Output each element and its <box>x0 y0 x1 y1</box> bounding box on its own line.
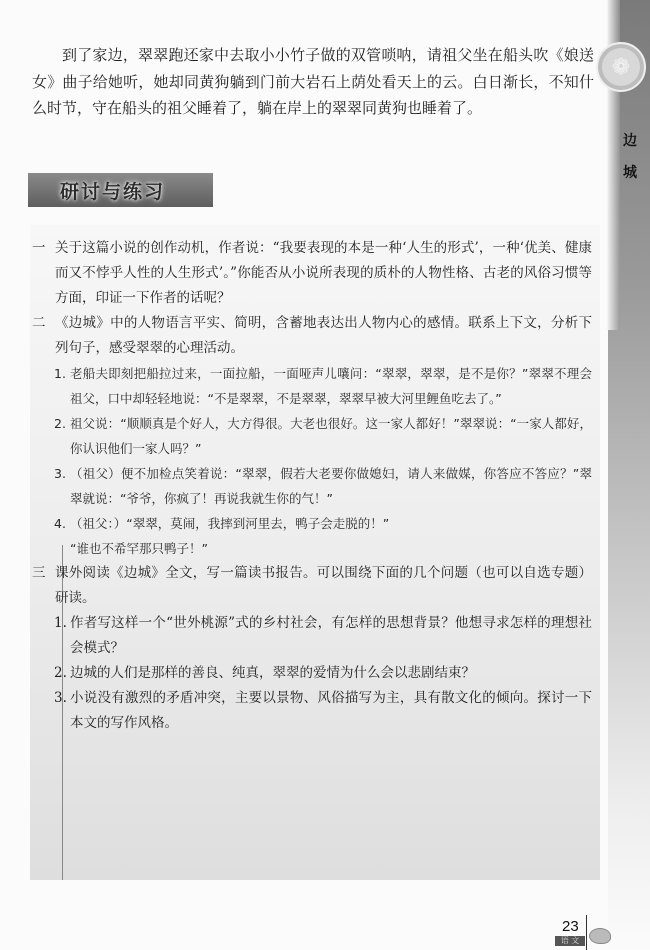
closing-paragraph: 到了家边，翠翠跑还家中去取小小竹子做的双管唢呐，请祖父坐在船头吹《娘送女》曲子给她听，她却同黄狗躺到门前大岩石上荫处看天上的云。白日渐长，不知什么时节，守在船头的祖父睡着了，躺在岸上的翠翠同黄狗也睡着了。 <box>32 46 594 117</box>
subitem-number: 2. <box>54 665 67 681</box>
exercise-subitem <box>32 611 592 661</box>
exercise-subitem <box>32 361 592 411</box>
exercise-item <box>32 311 592 361</box>
side-title-char: 城 <box>623 165 637 181</box>
subitem-text: 老船夫即刻把船拉过来，一面拉船，一面哑声儿嚷问：“翠翠，翠翠，是不是你？”翠翠不理会祖父，口中却轻轻地说：“不是翠翠，不是翠翠，翠翠早被大河里鲤鱼吃去了。” <box>70 366 592 406</box>
subitem-number: 3. <box>54 690 67 706</box>
subitem-text: （祖父）便不加检点笑着说：“翠翠，假若大老要你做媳妇，请人来做媒，你答应不答应？”翠翠就说：“爷爷，你疯了！再说我就生你的气！” <box>70 466 592 506</box>
subitem-number: 1. <box>54 366 66 381</box>
exercise-list <box>32 236 592 736</box>
subitem-continuation: “谁也不希罕那只鸭子！” <box>70 541 208 556</box>
exercise-number: 三 <box>32 565 46 581</box>
side-chapter-title <box>620 125 640 189</box>
subitem-text: 祖父说：“顺顺真是个好人，大方得很。大老也很好。这一家人都好！”翠翠说：“一家人都好，你认识他们一家人吗？” <box>70 416 592 456</box>
subitem-number: 1. <box>54 615 67 631</box>
decorative-seal-icon: ❁ <box>596 42 646 92</box>
exercise-text: 课外阅读《边城》全文，写一篇读书报告。可以围绕下面的几个问题（也可以自选专题）研读。 <box>55 565 592 606</box>
subject-label: 语 文 <box>555 936 585 946</box>
exercise-subitem <box>32 461 592 511</box>
subitem-number: 4. <box>54 516 66 531</box>
exercise-subitem <box>32 511 592 536</box>
exercise-item <box>32 561 592 611</box>
exercise-text: 《边城》中的人物语言平实、简明，含蓄地表达出人物内心的感情。联系上下文，分析下列句子，感受翠翠的心理活动。 <box>55 315 592 356</box>
exercise-number: 二 <box>32 315 46 331</box>
page-number: 23 <box>562 918 579 935</box>
subitem-text: 边城的人们是那样的善良、纯真，翠翠的爱情为什么会以悲剧结束？ <box>70 665 475 681</box>
exercise-subitem <box>32 661 592 686</box>
section-banner <box>28 173 213 207</box>
side-title-char: 边 <box>623 133 637 149</box>
exercise-subitem <box>32 686 592 736</box>
subitem-text: 小说没有激烈的矛盾冲突，主要以景物、风俗描写为主，具有散文化的倾向。探讨一下本文的写作风格。 <box>70 690 592 731</box>
exercise-number: 一 <box>32 240 46 256</box>
exercise-item <box>32 236 592 311</box>
subitem-number: 2. <box>54 416 66 431</box>
subitem-text: 作者写这样一个“世外桃源”式的乡村社会，有怎样的思想背景？他想寻求怎样的理想社会模式？ <box>70 615 592 656</box>
subitem-text: （祖父：）“翠翠，莫闹，我摔到河里去，鸭子会走脱的！” <box>70 516 390 531</box>
footer-divider <box>586 915 587 950</box>
subitem-number: 3. <box>54 466 66 481</box>
exercise-subitem <box>32 411 592 461</box>
shell-icon <box>589 928 611 944</box>
exercise-text: 关于这篇小说的创作动机，作者说：“我要表现的本是一种‘人生的形式’，一种‘优美、健康而又不悖乎人性的人生形式’。”你能否从小说所表现的质朴的人物性格、古老的风俗习惯等方面，印证一下作者的话呢？ <box>55 240 592 306</box>
section-banner-title: 研讨与练习 <box>60 180 166 203</box>
